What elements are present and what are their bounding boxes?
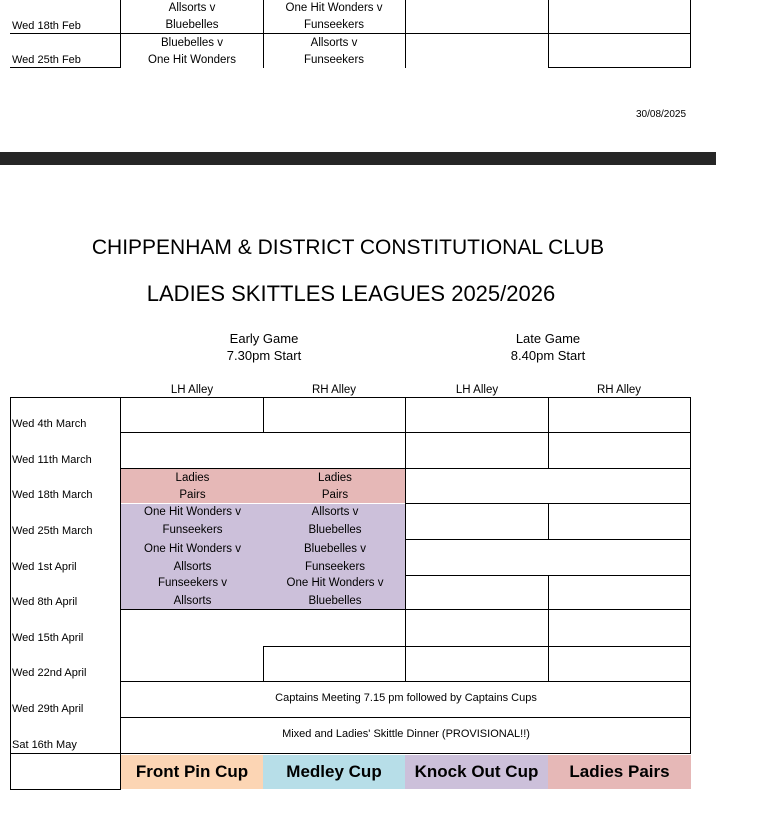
fixture-team: One Hit Wonders v (286, 577, 384, 589)
date-label: Sat 16th May (12, 739, 77, 751)
fixture-team: One Hit Wonders v (285, 2, 383, 14)
early-game-time: 7.30pm Start (226, 348, 302, 363)
late-game-header (468, 330, 628, 364)
date-label: Wed 11th March (12, 454, 92, 466)
date-label: Wed 25th Feb (12, 54, 81, 66)
date-label: Wed 29th April (12, 703, 84, 715)
fixture-team: Ladies (175, 472, 210, 484)
fixture-team: Allsorts v (168, 2, 216, 14)
date-label: Wed 1st April (12, 561, 77, 573)
fixture-team: Funseekers (162, 524, 223, 536)
fixture-team: One Hit Wonders v (144, 543, 241, 555)
date-label: Wed 4th March (12, 418, 87, 430)
fixture-team: Bluebelles (165, 19, 219, 31)
alley-header: RH Alley (311, 384, 357, 396)
fixture-team: Funseekers v (157, 577, 228, 589)
fixture-team: Allsorts (173, 595, 212, 607)
date-label: Wed 22nd April (12, 667, 87, 679)
date-label: Wed 8th April (12, 596, 78, 608)
fixture-team: Ladies (318, 472, 352, 484)
legend-ladies-pairs: Ladies Pairs (548, 755, 691, 789)
fixture-team: Pairs (179, 489, 206, 501)
fixture-team: Allsorts v (310, 37, 358, 49)
skittle-dinner-note: Mixed and Ladies' Skittle Dinner (PROVISIONAL!!) (282, 728, 530, 740)
page-separator (0, 152, 716, 165)
date-label: Wed 18th Feb (12, 20, 81, 32)
fixture-team: One Hit Wonders v (144, 506, 241, 518)
league-title: LADIES SKITTLES LEAGUES 2025/2026 (146, 281, 556, 306)
alley-header: RH Alley (596, 384, 642, 396)
date-label: Wed 15th April (12, 632, 84, 644)
date-label: Wed 25th March (12, 525, 93, 537)
fixture-team: One Hit Wonders (148, 54, 236, 66)
fixture-team: Funseekers (303, 54, 365, 66)
club-title: CHIPPENHAM & DISTRICT CONSTITUTIONAL CLUB (91, 236, 605, 259)
fixture-team: Bluebelles v (303, 543, 366, 555)
fixture-team: Bluebelles (308, 524, 362, 536)
fixture-team: Allsorts v (311, 506, 359, 518)
date-label: Wed 18th March (12, 489, 93, 501)
fixture-team: Bluebelles (308, 595, 362, 607)
captains-meeting-note: Captains Meeting 7.15 pm followed by Captains Cups (275, 692, 537, 704)
legend-front-pin-cup: Front Pin Cup (121, 755, 263, 789)
alley-header: LH Alley (455, 384, 499, 396)
alley-header: LH Alley (170, 384, 214, 396)
late-game-label: Late Game (515, 331, 581, 346)
fixture-team: Funseekers (303, 19, 365, 31)
early-game-header (184, 330, 344, 364)
fixture-team: Pairs (321, 489, 349, 501)
fixture-team: Funseekers (304, 561, 366, 573)
page-date: 30/08/2025 (636, 109, 687, 120)
legend-knock-out-cup: Knock Out Cup (405, 755, 548, 789)
early-game-label: Early Game (229, 331, 299, 346)
fixture-team: Bluebelles v (160, 37, 223, 49)
fixture-team: Allsorts (173, 561, 212, 573)
late-game-time: 8.40pm Start (510, 348, 586, 363)
legend-medley-cup: Medley Cup (263, 755, 405, 789)
